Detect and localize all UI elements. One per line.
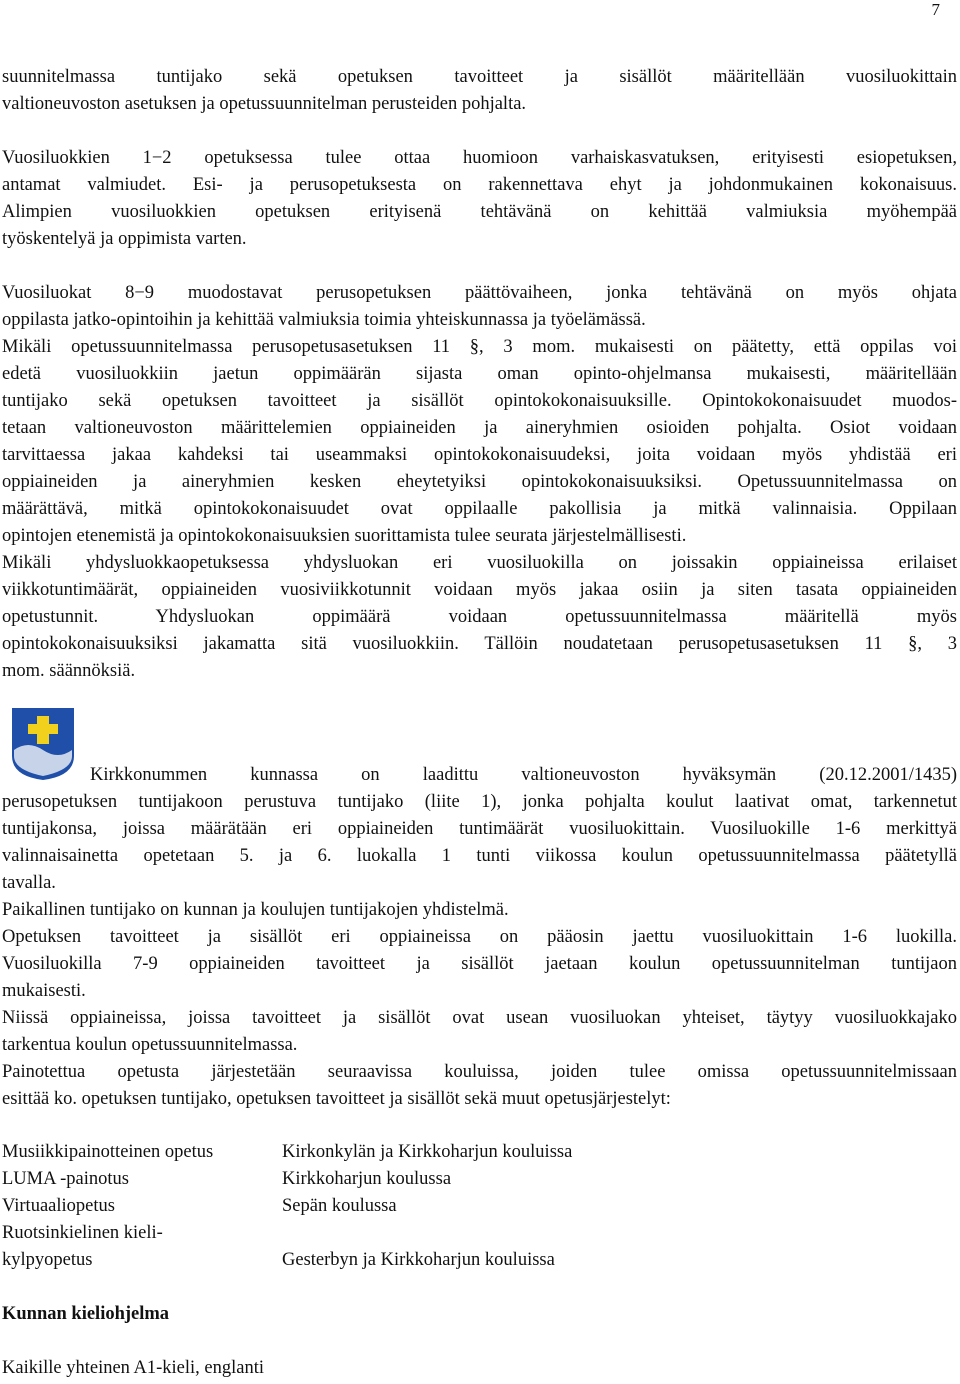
text-line: Vuosiluokat 8−9 muodostavat perusopetuksen päättövaiheen, jonka tehtävänä on myös ohjata: [2, 283, 957, 303]
paragraph-3: [2, 280, 957, 685]
text-line: Alimpien vuosiluokkien opetuksen erityisenä tehtävänä on kehittää valmiuksia myöhempää: [2, 202, 957, 222]
language-program-line: Kaikille yhteinen A1-kieli, englanti: [2, 1358, 265, 1378]
paragraph-4-first-line: [2, 762, 957, 789]
text-line: viikkotuntimäärät, oppiaineiden vuosiviikkotunnit voidaan myös jakaa osiin ja siten tasata oppiaineiden: [2, 580, 957, 600]
subject-cell: Ruotsinkielinen kieli-: [2, 1223, 163, 1243]
text-line: Vuosiluokilla 7-9 oppiaineiden tavoitteet ja sisällöt jaetaan koulun opetussuunnitelman tuntijaon: [2, 954, 957, 974]
school-cell: [282, 1220, 802, 1247]
paragraph-2: [2, 145, 957, 253]
text-line: perusopetuksen tuntijakoon perustuva tuntijako (liite 1), jonka pohjalta koulut laativat omat, tarkennetut: [2, 792, 957, 812]
text-line: oppiaineiden ja aineryhmien kesken eheytetyiksi opintokokonaisuuksiksi. Opetussuunnitelmassa on: [2, 472, 957, 492]
subject-cell: Virtuaaliopetus: [2, 1196, 115, 1216]
school-cell: Kirkonkylän ja Kirkkoharjun kouluissa: [282, 1142, 573, 1162]
text-line: antamat valmiudet. Esi- ja perusopetuksesta on rakennettava ehyt ja johdonmukainen kokonaisuus.: [2, 175, 957, 195]
text-line: Opetuksen tavoitteet ja sisällöt eri oppiaineissa on pääosin jaettu vuosiluokittain 1-6 luokilla.: [2, 927, 957, 947]
text-line: työskentelyä ja oppimista varten.: [2, 229, 247, 249]
subject-cell: Musiikkipainotteinen opetus: [2, 1142, 214, 1162]
school-cell: Kirkkoharjun koulussa: [282, 1169, 452, 1189]
text-line: tavalla.: [2, 873, 56, 893]
text-line: Paikallinen tuntijako on kunnan ja koulujen tuntijakojen yhdistelmä.: [2, 900, 509, 920]
table-row: [2, 1247, 802, 1274]
text-line: oppilasta jatko-opintoihin ja kehittää valmiuksia toimia yhteiskunnassa ja työelämässä.: [2, 310, 646, 330]
text-line: tuntijakonsa, joissa määrätään eri oppiaineiden tuntimäärät vuosiluokittain. Vuosiluokille 1-6 merkittyä: [2, 819, 957, 839]
text-line: määrättävä, mitkä opintokokonaisuudet ovat oppilaalle pakollisia ja mitkä valinnaisia. Oppilaan: [2, 499, 957, 519]
text-line: tarvittaessa jakaa kahdeksi tai useammaksi opintokokonaisuudeksi, joita voidaan myös yhdistää eri: [2, 445, 957, 465]
text-line: Painotettua opetusta järjestetään seuraavissa kouluissa, joiden tulee omissa opetussuunnitelmissaan: [2, 1062, 957, 1082]
school-cell: Gesterbyn ja Kirkkoharjun kouluissa: [282, 1250, 555, 1270]
page-number: 7: [931, 0, 940, 19]
table-row: [2, 1139, 802, 1166]
text-line: opintokokonaisuuksiksi jakamatta sitä vuosiluokkiin. Tällöin noudatetaan perusopetusasetuksen 11 §, 3: [2, 634, 957, 654]
school-cell: Sepän koulussa: [282, 1196, 397, 1216]
subject-cell: kylpyopetus: [2, 1250, 93, 1270]
text-line: tuntijako sekä opetuksen tavoitteet ja sisällöt opintokokonaisuuksille. Opintokokonaisuudet muodos-: [2, 391, 957, 411]
text-line: valinnaisainetta opetetaan 5. ja 6. luokalla 1 tunti viikossa koulun opetussuunnitelmassa päätetyllä: [2, 846, 957, 866]
text-line: tetaan valtioneuvoston määrittelemien oppiaineiden ja aineryhmien osioiden pohjalta. Osiot voidaan: [2, 418, 957, 438]
text-line: Kirkkonummen kunnassa on laadittu valtioneuvoston hyväksymän (20.12.2001/1435): [90, 765, 957, 785]
table-row: [2, 1166, 802, 1193]
text-line: valtioneuvoston asetuksen ja opetussuunnitelman perusteiden pohjalta.: [2, 94, 527, 114]
text-line: suunnitelmassa tuntijako sekä opetuksen tavoitteet ja sisällöt määritellään vuosiluokittain: [2, 67, 957, 87]
text-line: edetä vuosiluokkiin jaetun oppimäärän sijasta oman opinto-ohjelmansa mukaisesti, määritellään: [2, 364, 957, 384]
text-line: Vuosiluokkien 1−2 opetuksessa tulee ottaa huomioon varhaiskasvatuksen, erityisesti esiopetuksen,: [2, 148, 957, 168]
text-line: Niissä oppiaineissa, joissa tavoitteet ja sisällöt ovat usean vuosiluokan yhteiset, täytyy vuosiluokkajako: [2, 1008, 957, 1028]
paragraph-1: [2, 64, 957, 118]
table-row: [2, 1220, 802, 1247]
schools-table: [2, 1139, 802, 1274]
section-heading: Kunnan kieliohjelma: [2, 1304, 170, 1324]
text-line: esittää ko. opetuksen tuntijako, opetuksen tavoitteet ja sisällöt sekä muut opetusjärjestelyt:: [2, 1089, 671, 1109]
text-line: Mikäli yhdysluokkaopetuksessa yhdysluokan eri vuosiluokilla on joissakin oppiaineissa erilaiset: [2, 553, 957, 573]
text-line: mom. säännöksiä.: [2, 661, 136, 681]
text-line: opintojen etenemistä ja opintokokonaisuuksien suorittamista tulee seurata järjestelmällisesti.: [2, 526, 687, 546]
text-line: mukaisesti.: [2, 981, 86, 1001]
text-line: Mikäli opetussuunnitelmassa perusopetusasetuksen 11 §, 3 mom. mukaisesti on päätetty, että oppilas voi: [2, 337, 957, 357]
paragraph-4: [2, 789, 957, 1113]
text-line: opetustunnit. Yhdysluokan oppimäärä voidaan opetussuunnitelmassa määritellä myös: [2, 607, 957, 627]
table-row: [2, 1193, 802, 1220]
subject-cell: LUMA -painotus: [2, 1169, 129, 1189]
text-line: tarkentua koulun opetussuunnitelmassa.: [2, 1035, 298, 1055]
